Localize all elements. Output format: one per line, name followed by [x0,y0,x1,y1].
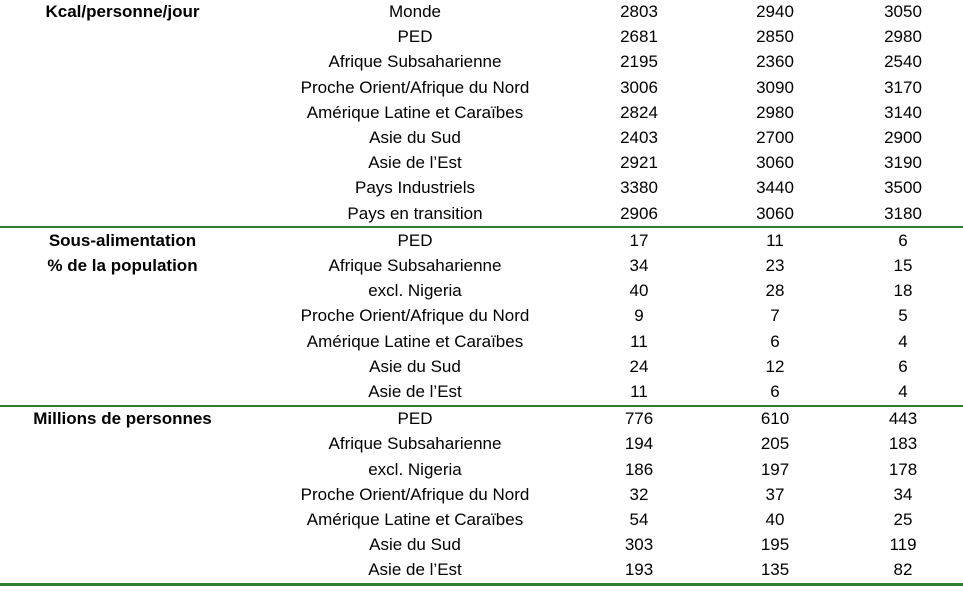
value-col-3: 82 [893,560,913,580]
value-col-3: 3050 [884,2,922,21]
value-col-1: 9 [634,306,644,326]
value-col-2: 3090 [756,77,794,97]
region-name: Afrique Subsaharienne [328,434,502,454]
table-row [0,379,963,404]
value-col-3: 443 [888,409,918,429]
value-col-2: 2980 [756,102,794,122]
region-name: Afrique Subsaharienne [328,255,502,275]
value-col-2: 7 [770,306,780,326]
region-name: Pays Industriels [355,178,475,198]
region-name: Asie de l’Est [368,153,462,173]
region-name: Asie de l’Est [368,381,462,401]
value-col-3: 183 [888,434,918,454]
value-col-3: 4 [898,381,908,401]
region-name: Amérique Latine et Caraïbes [306,509,524,529]
table-row [0,557,963,582]
value-col-1: 194 [624,434,654,454]
region-name: PED [397,27,433,47]
region-name: Amérique Latine et Caraïbes [306,331,524,351]
value-col-3: 2980 [884,27,922,47]
value-col-2: 28 [765,281,785,301]
value-col-2: 610 [760,409,790,429]
region-name: Asie du Sud [369,127,461,147]
value-col-3: 2540 [884,52,922,72]
value-col-1: 32 [629,484,649,504]
region-name: Pays en transition [347,203,483,223]
region-name: Amérique Latine et Caraïbes [306,102,524,122]
section-label: Sous-alimentation [48,230,197,250]
value-col-2: 12 [765,356,785,376]
region-name: Asie du Sud [369,535,461,555]
value-col-3: 119 [889,535,917,555]
table-row [0,329,963,354]
table-section [0,406,963,582]
value-col-2: 205 [760,434,790,454]
value-col-2: 3440 [756,178,794,198]
table-row [0,75,963,100]
value-col-3: 4 [898,331,908,351]
value-col-1: 303 [624,535,654,555]
table-row [0,532,963,557]
table-row [0,150,963,175]
table-row [0,0,963,24]
value-col-1: 34 [629,255,649,275]
table-row [0,49,963,74]
value-col-3: 5 [898,306,908,326]
table-row [0,100,963,125]
value-col-3: 6 [898,230,908,250]
region-name: Proche Orient/Afrique du Nord [300,484,530,504]
value-col-3: 3190 [884,153,922,173]
table-row [0,406,963,431]
value-col-2: 195 [760,535,790,555]
value-col-1: 193 [624,560,654,580]
value-col-2: 135 [760,560,790,580]
value-col-1: 54 [629,509,649,529]
value-col-2: 11 [766,230,784,250]
value-col-2: 2850 [756,27,794,47]
table-section [0,0,963,226]
value-col-3: 34 [893,484,913,504]
value-col-1: 24 [629,356,649,376]
value-col-2: 197 [760,459,790,479]
table-row [0,24,963,49]
value-col-2: 2360 [756,52,794,72]
value-col-1: 186 [624,459,654,479]
value-col-3: 25 [893,509,913,529]
value-col-1: 2681 [620,27,658,47]
table-row [0,253,963,278]
value-col-3: 2900 [884,127,922,147]
value-col-1: 776 [624,409,654,429]
table-row [0,175,963,200]
region-name: Asie de l’Est [368,560,462,580]
table-row [0,431,963,456]
region-name: Monde [389,2,441,21]
value-col-2: 40 [765,509,785,529]
value-col-2: 2700 [756,127,794,147]
value-col-1: 2195 [620,52,658,72]
table-row [0,303,963,328]
table-row [0,354,963,379]
value-col-1: 3006 [620,77,658,97]
table-row [0,201,963,226]
region-name: excl. Nigeria [368,459,462,479]
section-label: % de la population [47,255,198,275]
value-col-1: 40 [629,281,649,301]
value-col-1: 2803 [620,2,658,21]
value-col-3: 3180 [884,203,922,223]
value-col-2: 6 [770,331,780,351]
value-col-3: 3170 [884,77,922,97]
table-row [0,507,963,532]
table-row [0,228,963,253]
value-col-1: 2403 [620,127,658,147]
value-col-3: 178 [888,459,918,479]
region-name: Afrique Subsaharienne [328,52,502,72]
value-col-3: 3500 [884,178,922,198]
value-col-3: 18 [893,281,913,301]
value-col-1: 2824 [620,102,658,122]
value-col-2: 6 [770,381,780,401]
table-row [0,457,963,482]
section-label: Kcal/personne/jour [45,2,200,21]
table-row [0,125,963,150]
value-col-2: 3060 [756,203,794,223]
value-col-2: 3060 [756,153,794,173]
value-col-1: 11 [630,331,648,351]
region-name: excl. Nigeria [368,281,462,301]
region-name: PED [397,230,433,250]
value-col-2: 23 [765,255,785,275]
table-row [0,278,963,303]
table-section [0,228,963,404]
value-col-2: 2940 [756,2,794,21]
value-col-1: 3380 [620,178,658,198]
value-col-1: 11 [630,381,648,401]
value-col-3: 15 [893,255,913,275]
section-label: Millions de personnes [33,409,212,429]
region-name: Proche Orient/Afrique du Nord [300,306,530,326]
region-name: Proche Orient/Afrique du Nord [300,77,530,97]
value-col-3: 6 [898,356,908,376]
value-col-1: 2921 [620,153,658,173]
region-name: PED [397,409,433,429]
value-col-3: 3140 [884,102,922,122]
table-row [0,482,963,507]
region-name: Asie du Sud [369,356,461,376]
value-col-1: 17 [629,230,649,250]
value-col-2: 37 [765,484,785,504]
value-col-1: 2906 [620,203,658,223]
bottom-rule [0,583,963,586]
